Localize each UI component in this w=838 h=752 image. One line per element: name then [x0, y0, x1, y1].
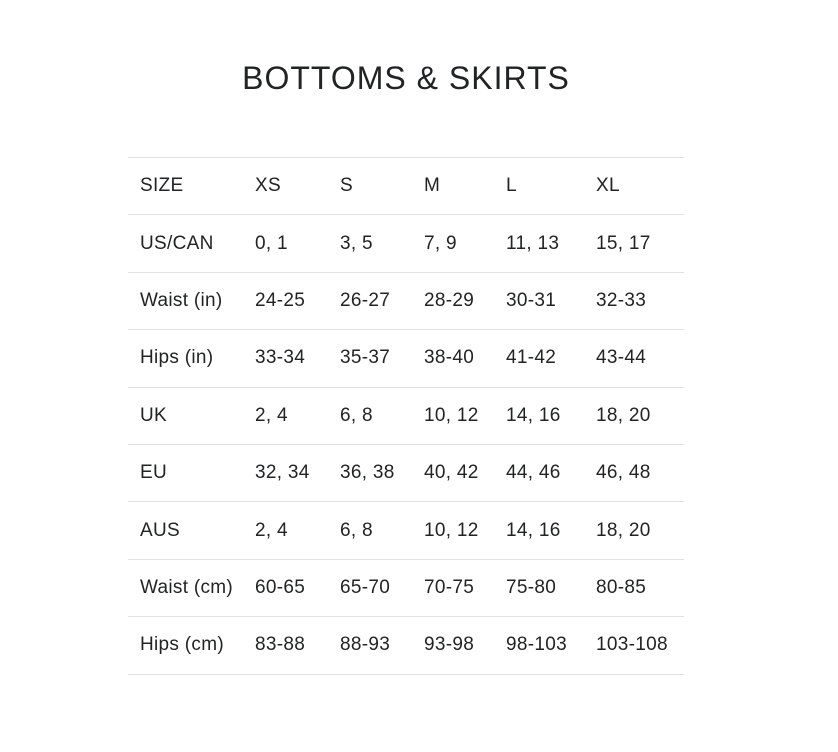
table-cell: 33-34: [255, 330, 340, 387]
table-cell: 3, 5: [340, 215, 424, 272]
column-header-size: SIZE: [128, 158, 255, 215]
table-cell: 28-29: [424, 272, 506, 329]
size-chart-table: [128, 157, 684, 675]
table-row-waist-in: [128, 272, 684, 329]
table-cell: 38-40: [424, 330, 506, 387]
table-cell: 18, 20: [596, 387, 684, 444]
table-cell: 43-44: [596, 330, 684, 387]
table-cell: 10, 12: [424, 387, 506, 444]
table-cell: 75-80: [506, 559, 596, 616]
table-cell: 14, 16: [506, 387, 596, 444]
table-cell: 11, 13: [506, 215, 596, 272]
table-cell: 26-27: [340, 272, 424, 329]
table-cell: 32-33: [596, 272, 684, 329]
table-cell: 41-42: [506, 330, 596, 387]
table-cell: 14, 16: [506, 502, 596, 559]
table-cell: 70-75: [424, 559, 506, 616]
table-row-waist-cm: [128, 559, 684, 616]
table-cell: 15, 17: [596, 215, 684, 272]
table-cell: 93-98: [424, 617, 506, 674]
table-cell: 44, 46: [506, 444, 596, 501]
table-cell: 2, 4: [255, 502, 340, 559]
row-label: Hips (cm): [128, 617, 255, 674]
table-cell: 18, 20: [596, 502, 684, 559]
row-label: Waist (cm): [128, 559, 255, 616]
table-cell: 36, 38: [340, 444, 424, 501]
page-title: BOTTOMS & SKIRTS: [242, 60, 570, 96]
table-cell: 0, 1: [255, 215, 340, 272]
table-cell: 103-108: [596, 617, 684, 674]
table-row-aus: [128, 502, 684, 559]
table-cell: 80-85: [596, 559, 684, 616]
table-cell: 2, 4: [255, 387, 340, 444]
table-cell: 35-37: [340, 330, 424, 387]
table-row-uk: [128, 387, 684, 444]
table-row-hips-cm: [128, 617, 684, 674]
table-cell: 83-88: [255, 617, 340, 674]
row-label: AUS: [128, 502, 255, 559]
table-cell: 10, 12: [424, 502, 506, 559]
table-cell: 7, 9: [424, 215, 506, 272]
table-cell: 24-25: [255, 272, 340, 329]
row-label: EU: [128, 444, 255, 501]
table-row-us-can: [128, 215, 684, 272]
row-label: UK: [128, 387, 255, 444]
row-label: Waist (in): [128, 272, 255, 329]
table-cell: 32, 34: [255, 444, 340, 501]
column-header-s: S: [340, 158, 424, 215]
table-row-hips-in: [128, 330, 684, 387]
column-header-xs: XS: [255, 158, 340, 215]
table-cell: 30-31: [506, 272, 596, 329]
column-header-l: L: [506, 158, 596, 215]
table-header-row: [128, 158, 684, 215]
table-cell: 98-103: [506, 617, 596, 674]
table-row-eu: [128, 444, 684, 501]
table-cell: 60-65: [255, 559, 340, 616]
table-cell: 65-70: [340, 559, 424, 616]
column-header-xl: XL: [596, 158, 684, 215]
table-cell: 46, 48: [596, 444, 684, 501]
column-header-m: M: [424, 158, 506, 215]
row-label: Hips (in): [128, 330, 255, 387]
row-label: US/CAN: [128, 215, 255, 272]
table-cell: 40, 42: [424, 444, 506, 501]
table-cell: 6, 8: [340, 502, 424, 559]
table-cell: 6, 8: [340, 387, 424, 444]
table-cell: 88-93: [340, 617, 424, 674]
